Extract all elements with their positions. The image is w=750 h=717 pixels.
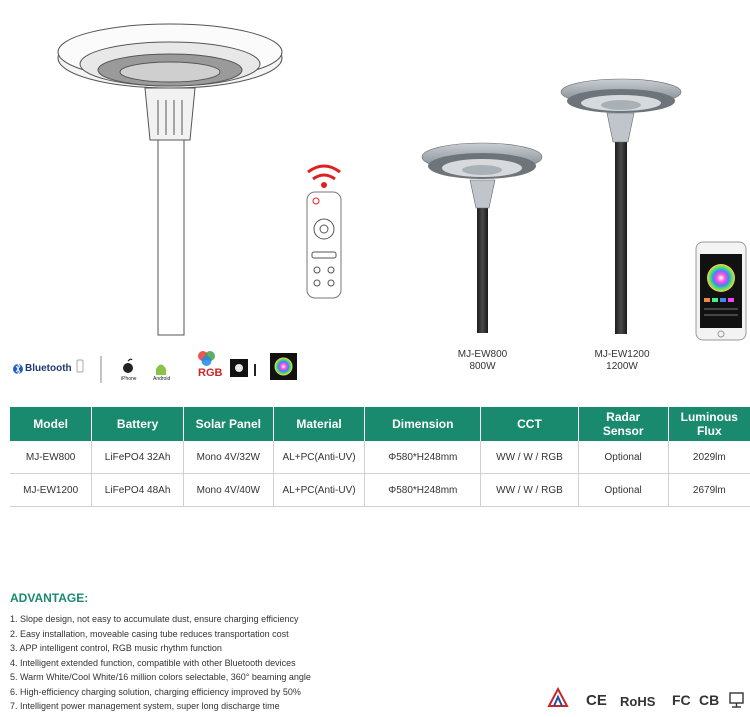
phone-outline-icon	[77, 360, 83, 372]
advantages-list	[10, 612, 311, 714]
product-caption-ew800	[445, 349, 520, 373]
table-cell: Φ580*H248mm	[365, 441, 481, 474]
list-item: 2. Easy installation, moveable casing tube reduces transportation cost	[10, 628, 289, 639]
table-cell: 2679lm	[668, 474, 750, 507]
rgb-label: RGB	[198, 367, 223, 379]
column-header: Luminous Flux	[668, 407, 750, 441]
table-cell: Mono 4V/40W	[183, 474, 273, 507]
column-header: Radar Sensor	[578, 407, 668, 441]
table-cell: MJ-EW800	[10, 441, 92, 474]
table-cell: AL+PC(Anti-UV)	[273, 441, 365, 474]
product-model: MJ-EW800	[457, 349, 508, 360]
table-row	[10, 441, 750, 474]
table-row	[10, 474, 750, 507]
android-label: Android	[153, 376, 171, 382]
list-item: 6. High-efficiency charging solution, charging efficiency improved by 50%	[10, 686, 301, 697]
list-item: 5. Warm White/Cool White/16 million colors selectable, 360° beaming angle	[10, 672, 311, 682]
list-item: 4. Intelligent extended function, compatible with other Bluetooth devices	[10, 657, 296, 668]
column-header: Solar Panel	[183, 407, 273, 441]
lamp-line-drawing	[58, 24, 282, 335]
iphone-label: iPhone	[121, 376, 137, 382]
table-cell: Optional	[578, 474, 668, 507]
fcc-mark: FC	[672, 692, 691, 708]
android-icon	[156, 365, 166, 376]
table-header-row	[10, 407, 750, 441]
advantages-title: ADVANTAGE:	[10, 591, 89, 605]
column-header: CCT	[481, 407, 579, 441]
column-header: Battery	[92, 407, 184, 441]
cb-mark: CB	[699, 692, 720, 708]
table-cell: WW / W / RGB	[481, 441, 579, 474]
column-header: Model	[10, 407, 92, 441]
table-cell: Φ580*H248mm	[365, 474, 481, 507]
table-cell: Optional	[578, 441, 668, 474]
table-cell: 2029lm	[668, 441, 750, 474]
apple-icon	[123, 359, 133, 373]
ce-mark: CE	[586, 692, 607, 709]
bluetooth-icon	[13, 364, 23, 374]
product-power: 800W	[469, 361, 496, 372]
remote-control-image	[307, 166, 341, 298]
product-power: 1200W	[606, 361, 638, 372]
lamp-ew1200-image	[561, 79, 681, 334]
spec-table	[10, 407, 750, 507]
table-cell: Mono 4V/32W	[183, 441, 273, 474]
column-header: Dimension	[365, 407, 481, 441]
certification-logo-icon	[545, 686, 571, 712]
table-cell: LiFePO4 32Ah	[92, 441, 184, 474]
rgb-icon	[198, 351, 215, 366]
list-item: 1. Slope design, not easy to accumulate dust, ensure charging efficiency	[10, 614, 299, 624]
table-cell: LiFePO4 48Ah	[92, 474, 184, 507]
list-item: 7. Intelligent power management system, super long discharge time	[10, 701, 280, 711]
table-cell: MJ-EW1200	[10, 474, 92, 507]
rohs-mark: RoHS	[620, 694, 656, 709]
bluetooth-label: Bluetooth	[25, 363, 72, 374]
test-mark-icon	[727, 689, 747, 709]
phone-app-image	[696, 242, 746, 340]
lamp-ew800-image	[422, 143, 542, 333]
table-cell: WW / W / RGB	[481, 474, 579, 507]
table-cell: AL+PC(Anti-UV)	[273, 474, 365, 507]
column-header: Material	[273, 407, 365, 441]
product-caption-ew1200	[583, 349, 661, 373]
product-model: MJ-EW1200	[594, 349, 650, 360]
list-item: 3. APP intelligent control, RGB music rhythm function	[10, 643, 222, 653]
